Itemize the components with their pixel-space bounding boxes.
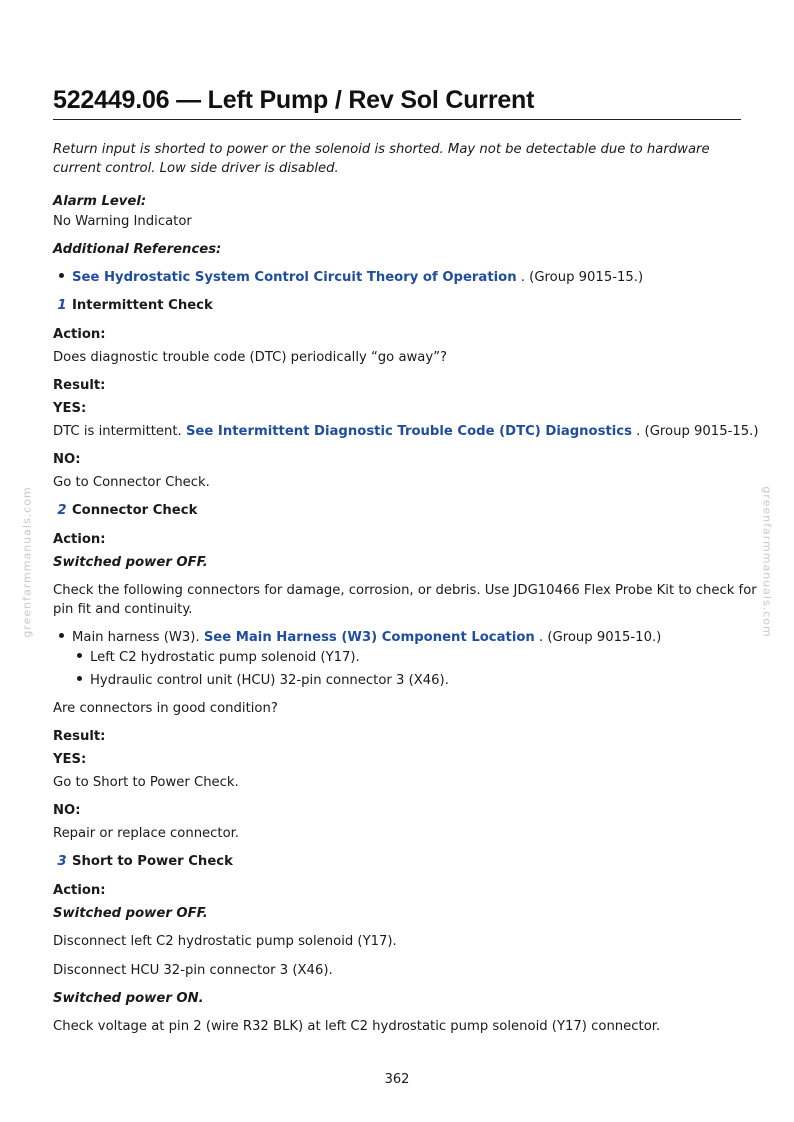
step-number: 1 (57, 298, 67, 313)
step-2-no-text: Repair or replace connector. (53, 826, 240, 841)
step-2-heading (55, 501, 197, 520)
hydrostatic-theory-link[interactable]: See Hydrostatic System Control Circuit Theory of Operation (72, 270, 517, 285)
step-number: 3 (57, 854, 67, 869)
connector-item (77, 671, 449, 690)
connector-item-label: Left C2 hydrostatic pump solenoid (Y17). (90, 650, 360, 665)
harness-item (59, 628, 661, 647)
main-harness-link[interactable]: See Main Harness (W3) Component Location (203, 630, 535, 645)
reference-item (59, 268, 643, 287)
watermark-left: greenfarmmanuals.com (20, 486, 34, 638)
alarm-level-label: Alarm Level: (53, 194, 147, 209)
connector-item-label: Hydraulic control unit (HCU) 32-pin connector 3 (X46). (90, 673, 449, 688)
step-3-action-label: Action: (53, 883, 106, 898)
step-2-result-label: Result: (53, 729, 106, 744)
step-1-no-label: NO: (53, 452, 81, 467)
step-3-line-1: Disconnect left C2 hydrostatic pump solenoid (Y17). (53, 934, 397, 949)
watermark-right: greenfarmmanuals.com (760, 486, 774, 638)
step-2-no-label: NO: (53, 803, 81, 818)
step-2-question: Are connectors in good condition? (53, 701, 278, 716)
yes-suffix: . (Group 9015-15.) (631, 424, 759, 439)
description-line-2: current control. Low side driver is disabled. (53, 161, 339, 176)
page-number: 362 (384, 1072, 410, 1087)
reference-suffix: . (Group 9015-15.) (516, 270, 644, 285)
step-3-heading (55, 852, 233, 871)
step-title: Short to Power Check (72, 854, 233, 869)
additional-references-label: Additional References: (53, 242, 222, 257)
step-1-yes-label: YES: (53, 401, 87, 416)
step-2-switched-off: Switched power OFF. (53, 555, 208, 570)
alarm-level-value: No Warning Indicator (53, 214, 192, 229)
bullet-icon (77, 676, 82, 681)
connector-item (77, 648, 360, 667)
step-1-result-label: Result: (53, 378, 106, 393)
step-2-check-line-1: Check the following connectors for damage, corrosion, or debris. Use JDG10466 Flex Probe Kit to check for (53, 583, 757, 598)
harness-suffix: . (Group 9015-10.) (534, 630, 662, 645)
bullet-icon (77, 653, 82, 658)
step-3-switched-on: Switched power ON. (53, 991, 204, 1006)
step-3-switched-off: Switched power OFF. (53, 906, 208, 921)
step-2-check-line-2: pin fit and continuity. (53, 602, 193, 617)
harness-prefix: Main harness (W3). (72, 630, 204, 645)
step-3-line-3: Check voltage at pin 2 (wire R32 BLK) at left C2 hydrostatic pump solenoid (Y17) connector. (53, 1019, 661, 1034)
step-2-action-label: Action: (53, 532, 106, 547)
step-title: Connector Check (72, 503, 198, 518)
step-1-no-text: Go to Connector Check. (53, 475, 210, 490)
intermittent-dtc-link[interactable]: See Intermittent Diagnostic Trouble Code (DTC) Diagnostics (185, 424, 632, 439)
step-2-yes-label: YES: (53, 752, 87, 767)
step-1-action-label: Action: (53, 327, 106, 342)
step-1-action-text: Does diagnostic trouble code (DTC) periodically “go away”? (53, 350, 448, 365)
description-line-1: Return input is shorted to power or the solenoid is shorted. May not be detectable due to hardware (53, 142, 710, 157)
step-title: Intermittent Check (72, 298, 213, 313)
bullet-icon (59, 273, 64, 278)
step-3-line-2: Disconnect HCU 32-pin connector 3 (X46). (53, 963, 333, 978)
step-number: 2 (57, 503, 67, 518)
step-2-yes-text: Go to Short to Power Check. (53, 775, 239, 790)
yes-prefix: DTC is intermittent. (53, 424, 186, 439)
bullet-icon (59, 633, 64, 638)
step-1-yes-text (53, 422, 758, 441)
step-1-heading (55, 296, 213, 315)
page-title: 522449.06 — Left Pump / Rev Sol Current (53, 86, 741, 120)
